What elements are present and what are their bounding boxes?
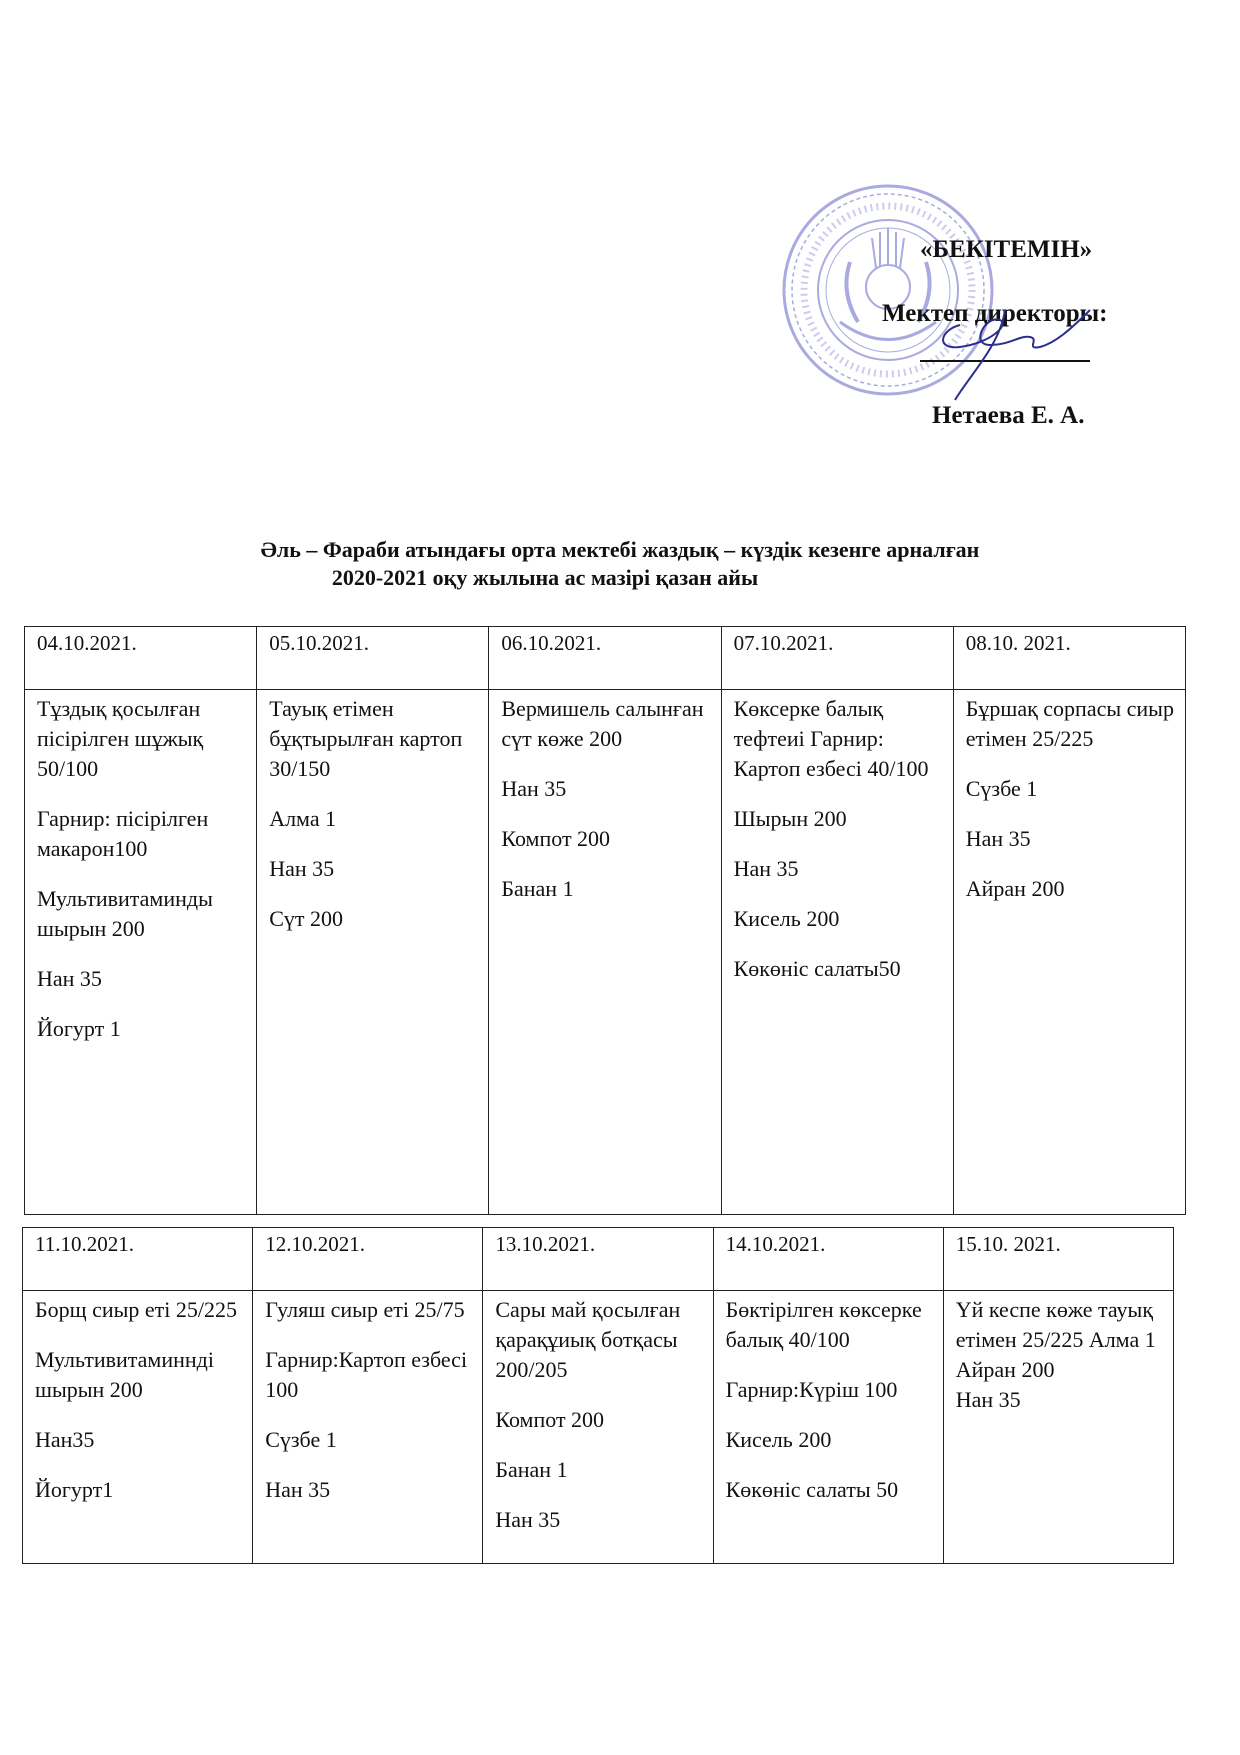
menu-item: Компот 200 [501, 826, 611, 851]
menu-row [25, 690, 1186, 1215]
menu-item: Бөктірілген көксерке балық 40/100 [725, 1297, 922, 1352]
menu-item: Сүзбе 1 [265, 1427, 337, 1452]
menu-item: Үй кеспе көже тауық етімен 25/225 Алма 1 [955, 1297, 1156, 1352]
menu-item: Гуляш сиыр еті 25/75 [265, 1297, 465, 1322]
menu-item: Компот 200 [495, 1407, 605, 1432]
menu-item: Сары май қосылған қарақұиық ботқасы 200/205 [495, 1297, 681, 1382]
title-line-2: 2020-2021 оқу жылына ас мазірі қазан айы [331, 565, 759, 590]
menu-item: Борщ сиыр еті 25/225 [35, 1297, 237, 1322]
menu-item: Сүзбе 1 [965, 776, 1038, 801]
menu-item: Вермишель салынған сүт көже 200 [501, 696, 704, 751]
date-header-row [23, 1228, 1174, 1291]
menu-item: Йогурт1 [35, 1477, 114, 1502]
date-cell: 11.10.2021. [23, 1228, 253, 1291]
menu-row [23, 1291, 1174, 1564]
menu-item: Нан 35 [955, 1387, 1021, 1412]
menu-item: Гарнир: пісірілген макарон100 [37, 806, 209, 861]
menu-item: Айран 200 [955, 1357, 1055, 1382]
date-cell: 04.10.2021. [25, 627, 257, 690]
menu-cell [23, 1291, 253, 1564]
menu-item: Нан 35 [495, 1507, 561, 1532]
menu-item: Алма 1 [269, 806, 337, 831]
handwritten-signature [930, 305, 1100, 405]
menu-item: Нан 35 [265, 1477, 331, 1502]
menu-item: Көксерке балық тефтеиі Гарнир: Картоп езбесі 40/100 [733, 696, 929, 781]
menu-item: Нан 35 [269, 856, 335, 881]
date-cell: 13.10.2021. [483, 1228, 713, 1291]
date-cell: 15.10. 2021. [943, 1228, 1173, 1291]
menu-cell [953, 690, 1185, 1215]
director-role: Мектеп директоры: [882, 300, 1108, 327]
menu-item: Нан 35 [37, 966, 102, 991]
date-cell: 12.10.2021. [253, 1228, 483, 1291]
menu-item: Бұршақ сорпасы сиыр етімен 25/225 [965, 696, 1174, 751]
title-line-1: Әль – Фараби атындағы орта мектебі жаздық – күздік кезенге арналған [260, 537, 980, 562]
date-cell: 05.10.2021. [257, 627, 489, 690]
menu-cell [25, 690, 257, 1215]
date-cell: 14.10.2021. [713, 1228, 943, 1291]
menu-item: Айран 200 [965, 876, 1065, 901]
menu-cell [489, 690, 721, 1215]
menu-item: Нан 35 [733, 856, 799, 881]
menu-item: Сүт 200 [269, 906, 343, 931]
menu-item: Мультивитаминды шырын 200 [37, 886, 213, 941]
director-name: Нетаева Е. А. [932, 402, 1085, 429]
menu-item: Тұздық қосылған пісірілген шұжық 50/100 [37, 696, 204, 781]
menu-item: Шырын 200 [733, 806, 847, 831]
menu-cell [713, 1291, 943, 1564]
menu-item: Кисель 200 [733, 906, 840, 931]
date-cell: 08.10. 2021. [953, 627, 1185, 690]
menu-item: Кисель 200 [725, 1427, 832, 1452]
menu-cell [257, 690, 489, 1215]
menu-item: Нан 35 [501, 776, 567, 801]
menu-table-week-1 [24, 626, 1186, 1215]
document-title [0, 536, 1240, 592]
menu-item: Мультивитаминнді шырын 200 [35, 1347, 214, 1402]
date-header-row [25, 627, 1186, 690]
menu-item: Көкөніс салаты50 [733, 956, 901, 981]
menu-item: Нан35 [35, 1427, 95, 1452]
menu-cell [943, 1291, 1173, 1564]
menu-item: Тауық етімен бұқтырылған картоп 30/150 [269, 696, 463, 781]
menu-table-week-2 [22, 1227, 1174, 1564]
date-cell: 07.10.2021. [721, 627, 953, 690]
approval-title: «БЕКІТЕМІН» [920, 236, 1093, 263]
menu-cell [483, 1291, 713, 1564]
menu-item: Банан 1 [501, 876, 574, 901]
menu-cell [253, 1291, 483, 1564]
menu-item: Банан 1 [495, 1457, 568, 1482]
menu-item: Нан 35 [965, 826, 1031, 851]
menu-item: Гарнир:Күріш 100 [725, 1377, 898, 1402]
menu-item: Көкөніс салаты 50 [725, 1477, 899, 1502]
date-cell: 06.10.2021. [489, 627, 721, 690]
menu-item: Гарнир:Картоп езбесі 100 [265, 1347, 468, 1402]
menu-cell [721, 690, 953, 1215]
menu-item: Йогурт 1 [37, 1016, 121, 1041]
